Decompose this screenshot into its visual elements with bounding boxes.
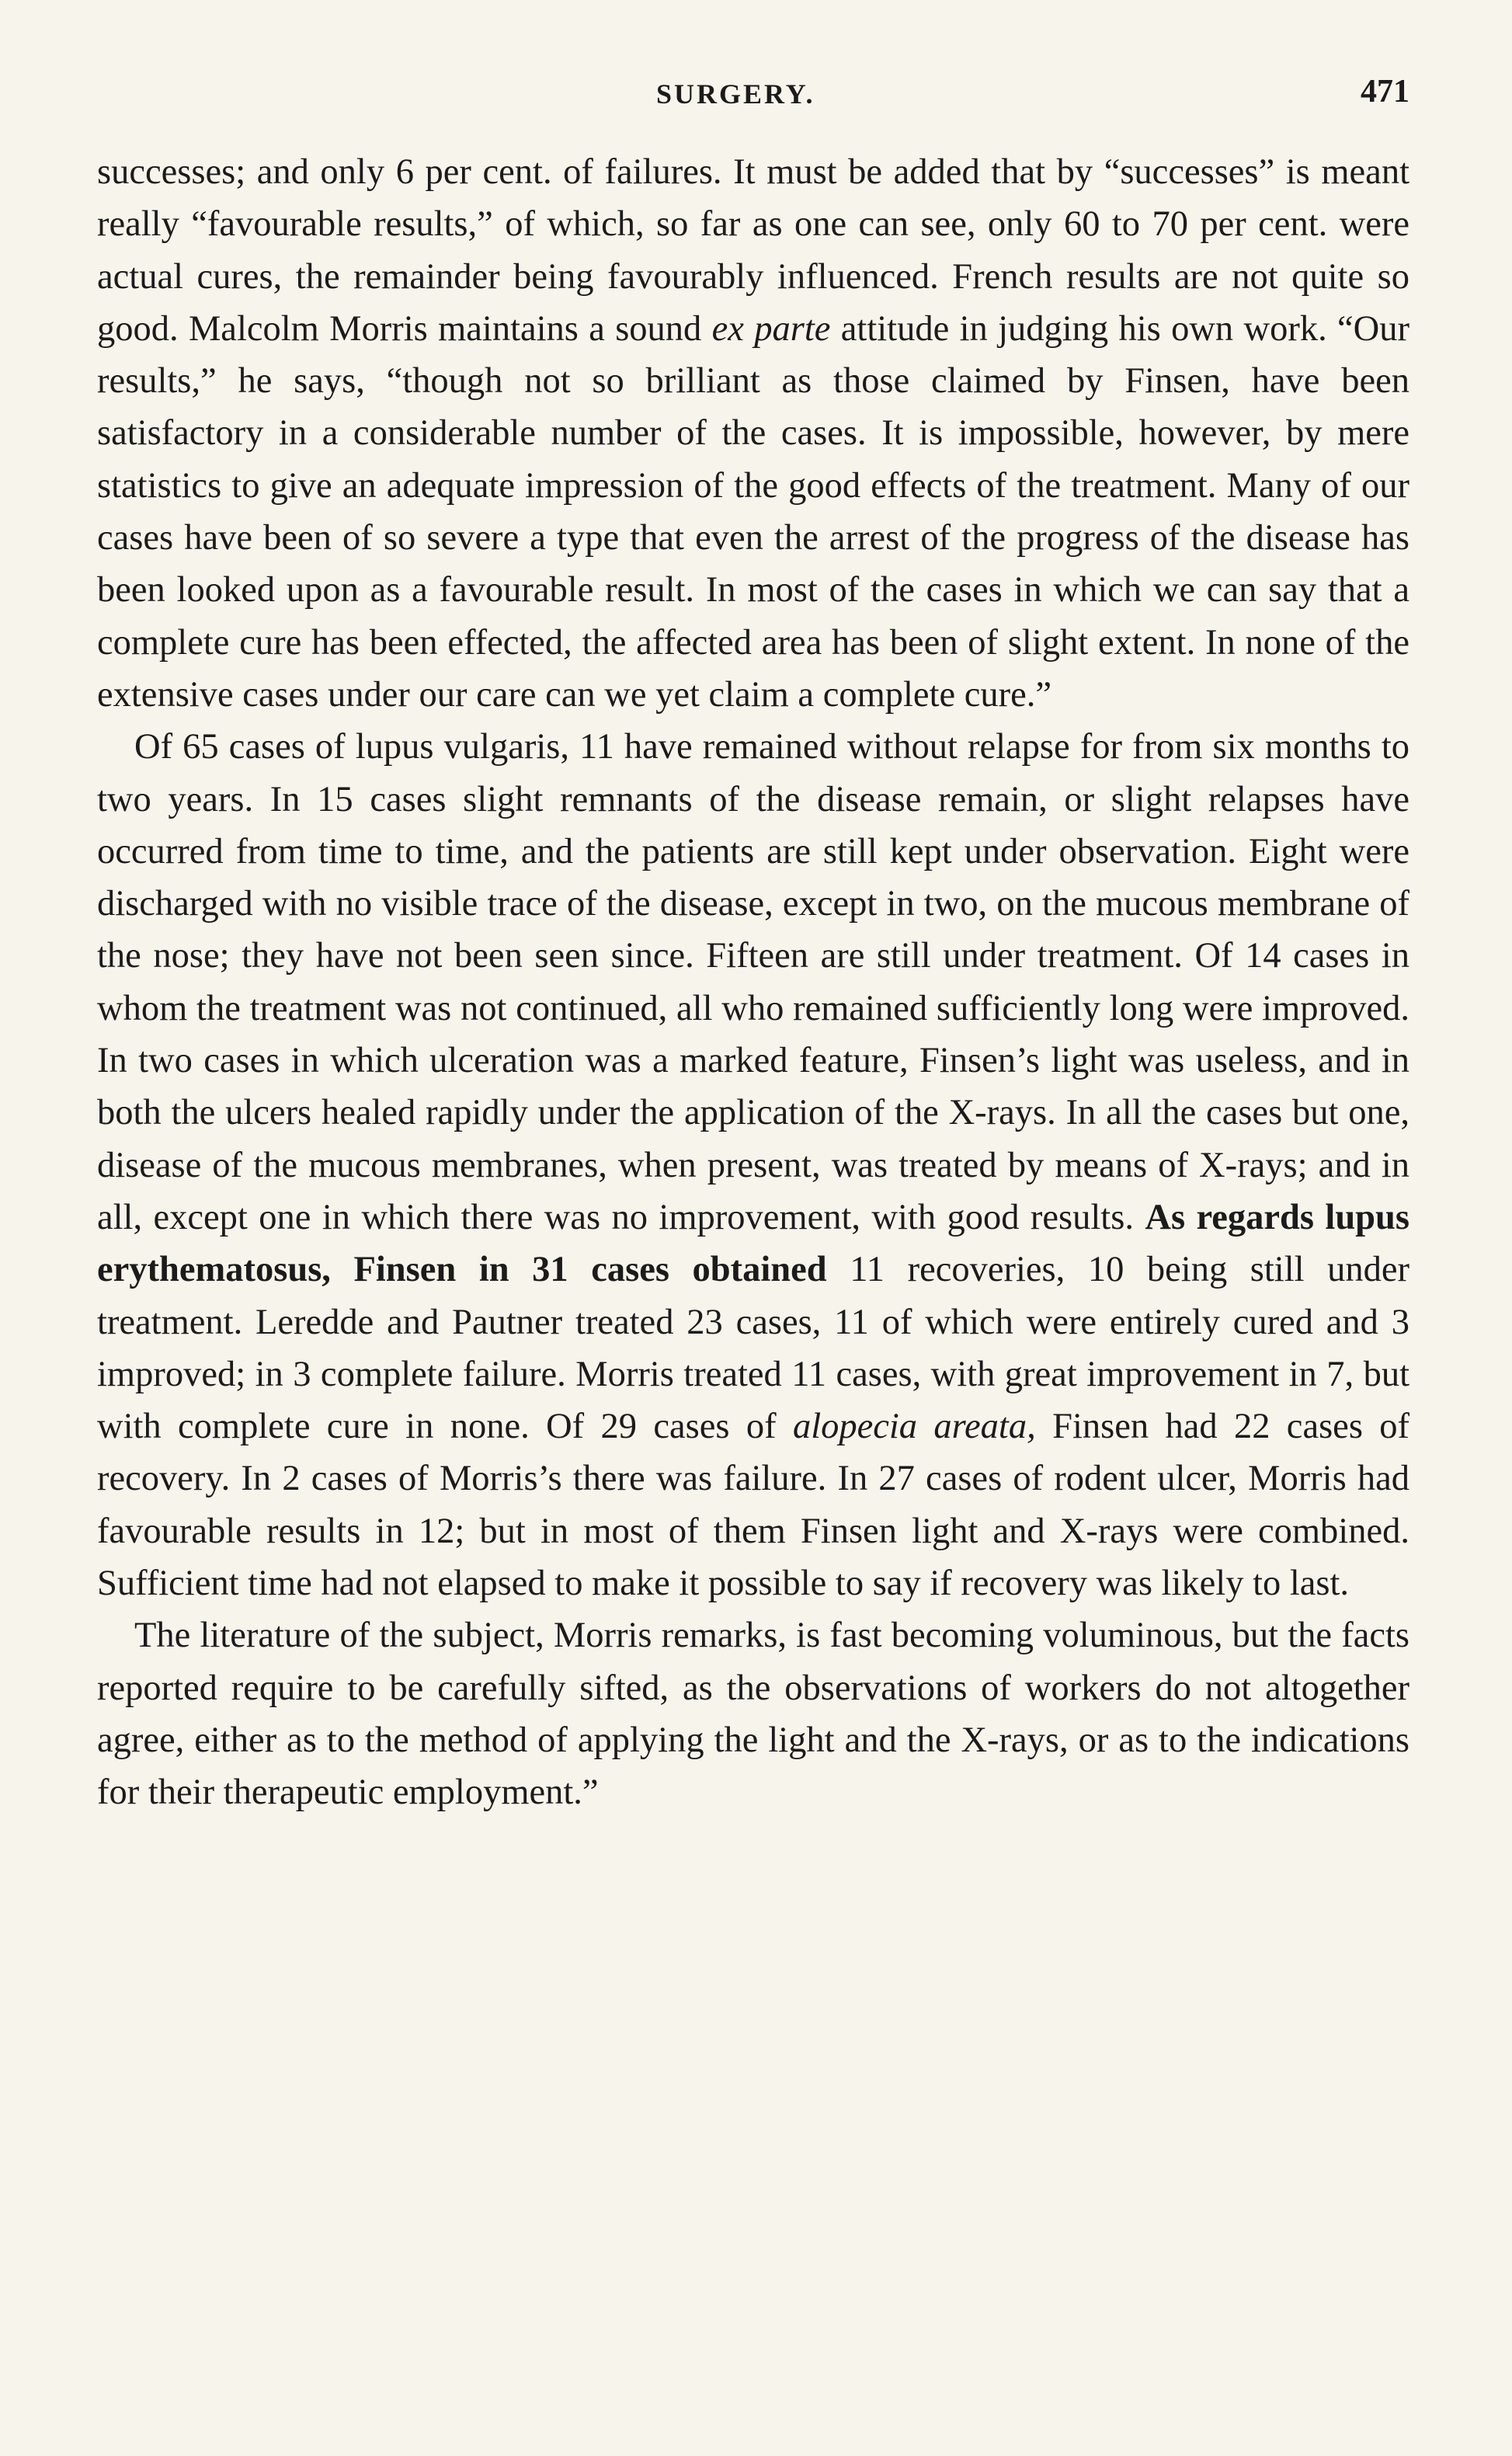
paragraph-2 [97, 721, 1409, 1609]
paragraph-2-text-c: Finsen had 22 cases of recovery. In 2 cases of Morris’s there was failure. In 27 cases of rodent ulcer, Morris had favourable results in 12; but in most of them Finsen light and X-rays were combined. Sufficient time had not elapsed to make it possible to say if recovery was likely to last. [97, 1407, 1410, 1604]
paragraph-1-italic-ex-parte: ex parte [711, 308, 831, 349]
paragraph-1 [97, 146, 1409, 721]
running-head [97, 70, 1409, 124]
paragraph-2-italic-alopecia: alopecia areata, [792, 1407, 1036, 1447]
paragraph-3 [97, 1609, 1409, 1818]
paragraph-2-text-b: 11 recoveries, 10 being still under treatment. Leredde and Pautner treated 23 cases, 11 of which were entirely cured and 3 improved; in 3 complete failure. Morris treated 11 cases, with great improvement in 7, but with complete cure in none. Of 29 cases of [97, 1250, 1409, 1447]
running-head-title: SURGERY. [656, 78, 815, 110]
paragraph-3-text: The literature of the subject, Morris remarks, is fast becoming voluminous, but the facts reported require to be carefully sifted, as the observations of workers do not altogether agree, either as to the method of applying the light and the X-rays, or as to the indications for their therapeutic employment.” [97, 1616, 1409, 1813]
paragraph-2-text-a: Of 65 cases of lupus vulgaris, 11 have remained without relapse for from six months to two years. In 15 cases slight remnants of the disease remain, or slight relapses have occurred from time to time, and the patients are still kept under observation. Eight were discharged with no visible trace of the disease, except in two, on the mucous membrane of the nose; they have not been seen since. Fifteen are still under treatment. Of 14 cases in whom the treatment was not continued, all who remained sufficiently long were improved. In two cases in which ulceration was a marked feature, Finsen’s light was useless, and in both the ulcers healed rapidly under the application of the X-rays. In all the cases but one, disease of the mucous membranes, when present, was treated by means of X-rays; and in all, except one in which there was no improvement, with good results. [97, 727, 1409, 1237]
book-page [97, 70, 1409, 1819]
paragraph-1-text-a: successes; and only 6 per cent. of failures. It must be added that by “successes” is meant really “favourable results,” of which, so far as one can see, only 60 to 70 per cent. were actual cures, the remainder being favourably influenced. French results are not quite so good. Malcolm Morris maintains a sound [97, 152, 1409, 349]
paragraph-1-text-b: attitude in judging his own work. “Our results,” he says, “though not so brilliant as those claimed by Finsen, have been satisfactory in a considerable number of the cases. It is impossible, however, by mere statistics to give an adequate impression of the good effects of the treatment. Many of our cases have been of so severe a type that even the arrest of the progress of the disease has been looked upon as a favourable result. In most of the cases in which we can say that a complete cure has been effected, the affected area has been of slight extent. In none of the extensive cases under our care can we yet claim a complete cure.” [97, 308, 1410, 715]
page-number: 471 [1361, 74, 1409, 110]
paragraph-2-bold-lupus-erythematosus: As regards lupus erythematosus, Finsen in 31 cases obtained [97, 1197, 1409, 1290]
